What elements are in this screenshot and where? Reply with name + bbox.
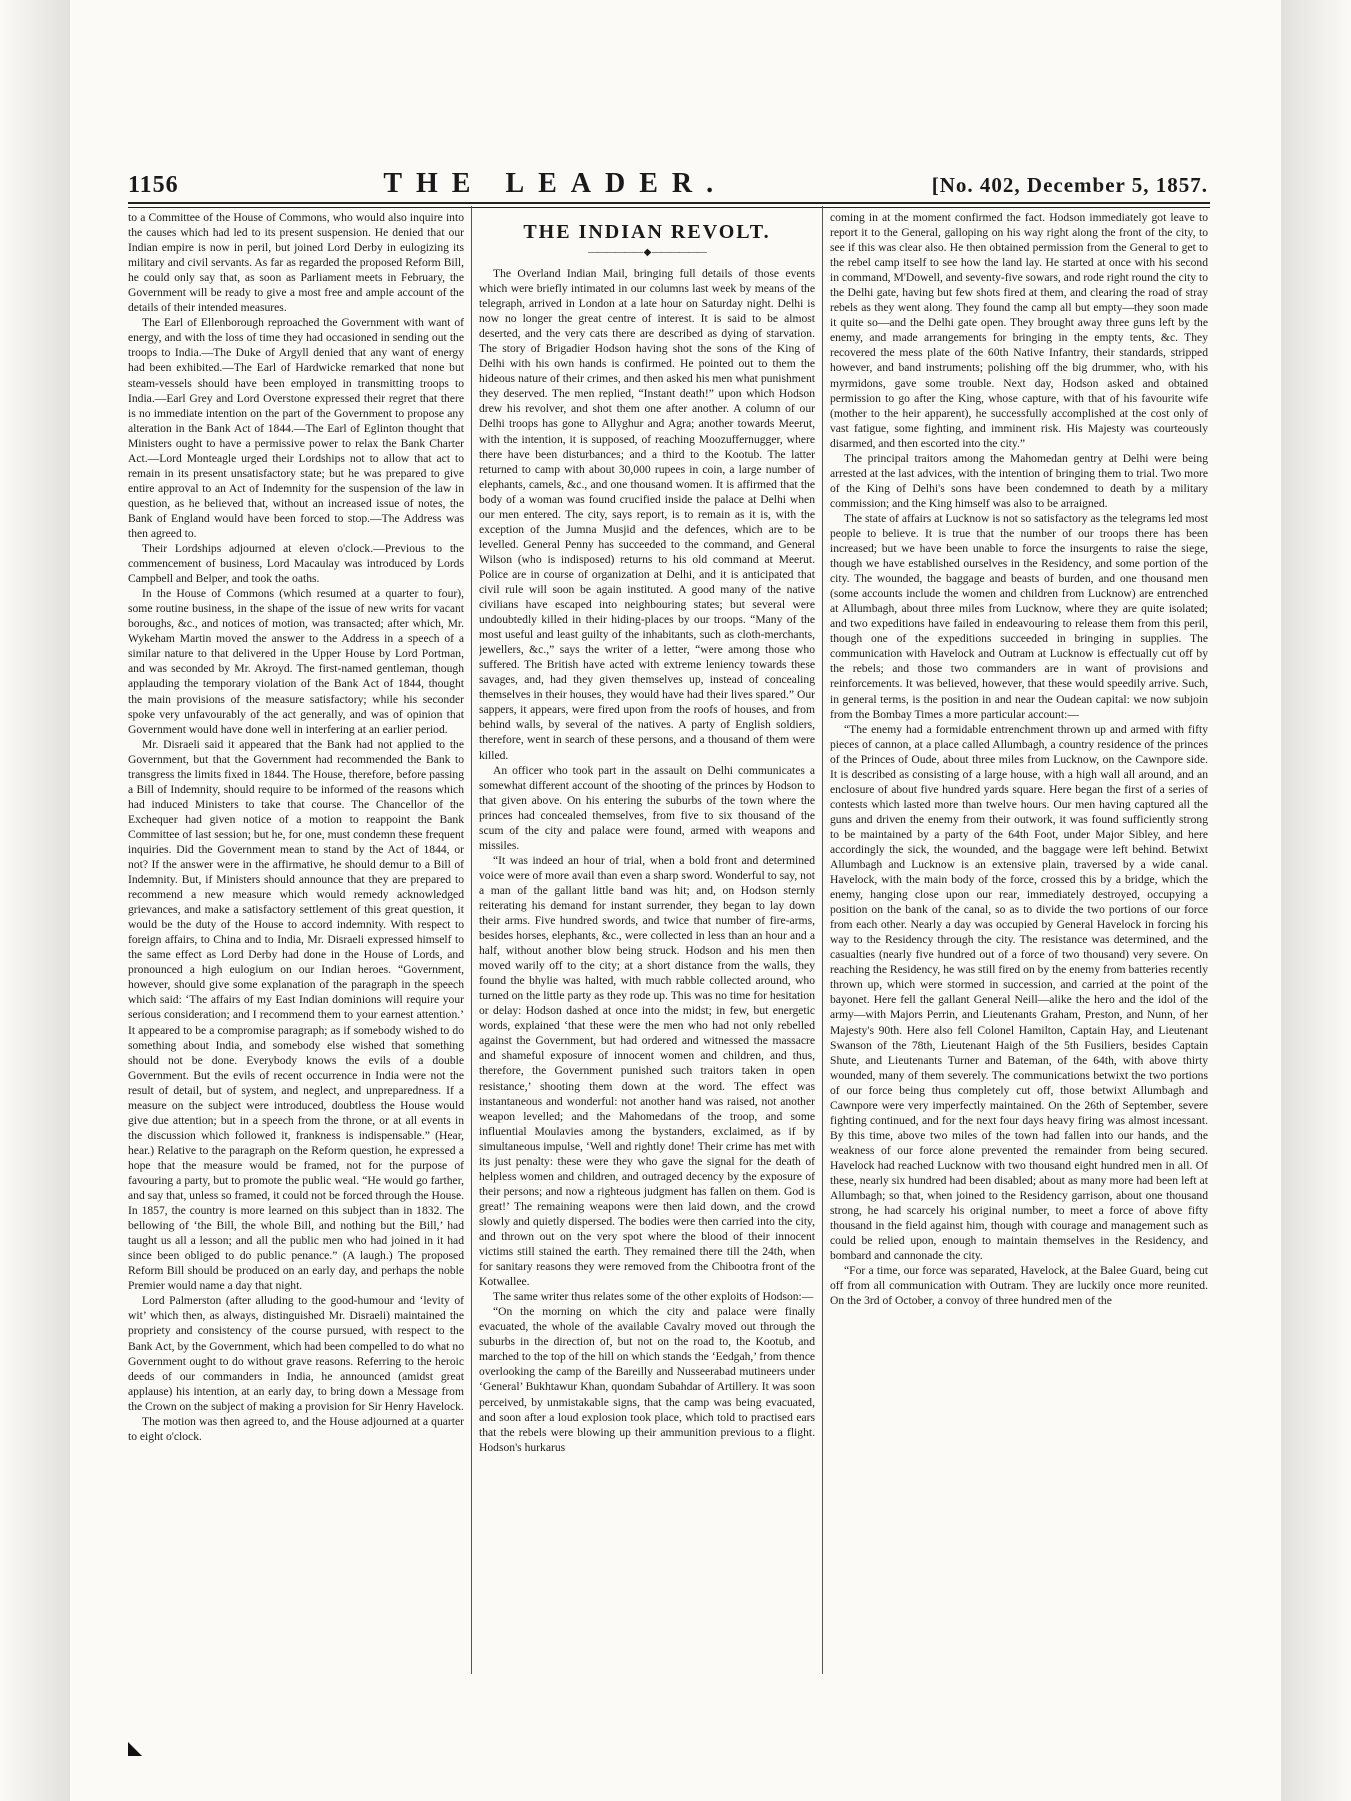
section-heading: THE INDIAN REVOLT. [523,221,771,243]
column-3-paragraph: “The enemy had a formidable entrenchment thrown up and armed with fifty pieces of cannon, at a place called Allumbagh, a country residence of the princes of the Princes of Oude, about three miles from Lucknow, on the Cawnpore side. It is described as consisting of a large house, with a high wall all around, and an enclosure of about five hundred yards square. Here began the first of a series of contests which lasted more than twelve hours. Our men having captured all the guns and driven the enemy from their outwork, it was found sufficiently strong to be maintained by a party of the 64th Foot, under Major Sibley, and here accordingly the sick, the wounded, and the baggage were left behind. Betwixt Allumbagh and Lucknow is an extensive plain, traversed by a wide canal. Havelock, with the main body of the force, crossed this by a bridge, which the enemy, hanging close upon our rear, immediately destroyed, occupying a position on the bank of the canal, so as to divide the two portions of our force from each other. Nearly a day was occupied by General Havelock in forcing his way to the Residency through the city. The resistance was determined, and the casualties (nearly five hundred out of a force of two thousand) very severe. On reaching the Residency, he was still fired on by the enemy from batteries recently thrown up, which were stormed in succession, and carried at the point of the bayonet. Here fell the gallant General Neill—alike the hero and the idol of the army—with Majors Perrin, and Lieutenants Graham, Preston, and Nunn, of her Majesty's 90th. Here also fell Colonel Hamilton, Captain Hay, and Lieutenant Swanson of the 78th, Lieutenant Haigh of the 5th Fusiliers, besides Captain Shute, and Lieutenants Turner and Bateman, of the 64th, with above thirty wounded, many of them severely. The communications betwixt the two portions of our force being thus completely cut off, those betwixt Allumbagh and Cawnpore were very imperfectly maintained. On the 26th of September, severe fighting continued, and for the next four days heavy firing was almost incessant. By this time, above two miles of the town had fallen into our hands, and the weakness of our force alone prevented the remainder from being secured. Havelock had reached Lucknow with two thousand eight hundred men in all. Of these, nearly six hundred had been disabled; about as many more had been left at Allumbagh; so that, when joined to the Residency garrison, about one thousand strong, he had scarcely his original number, to meet a force of above fifty thousand in the field against him, though with courage and management such as could be relied upon, enough to maintain themselves in the Residency, and bombard and cannonade the city. [830,722,1208,1263]
heading-ornament [479,248,815,258]
masthead-rule [128,202,1210,208]
column-2-paragraph: An officer who took part in the assault on Delhi communicates a somewhat different account of the shooting of the princes by Hodson to that given above. On his entering the suburbs of the town where the princes had concealed themselves, from five to six thousand of the scum of the city and palace were found, armed with weapons and missiles. [479,763,815,852]
column-2-paragraph: The Overland Indian Mail, bringing full details of those events which were briefly intimated in our columns last week by means of the telegraph, arrived in London at a late hour on Saturday night. Delhi is now no longer the great centre of interest. It is said to be almost deserted, and the very cats there are described as dying of starvation. The story of Brigadier Hodson having shot the sons of the King of Delhi with his own hands is confirmed. He pointed out to them the hideous nature of their crimes, and then asked his men what punishment they deserved. The men replied, “Instant death!” upon which Hodson drew his revolver, and shot them one after another. A column of our Delhi troops has gone to Allyghur and Agra; another towards Meerut, with the intention, it is supposed, of reaching Moozuffernugger, where there have been disturbances; and a third to the Kootub. The latter returned to camp with about 30,000 rupees in coin, a large number of elephants, camels, &c., and one thousand women. It is affirmed that the body of a woman was found crucified inside the palace at Delhi when our men entered. The city, says report, is to remain as it is, with the exception of the Jumna Musjid and the defences, which are to be levelled. General Penny has succeeded to the command, and General Wilson (who is indisposed) returns to his old command at Meerut. Police are in course of organization at Delhi, and it is anticipated that civil rule will soon be again instituted. A good many of the native civilians have escaped into neighbouring states; but several were undoubtedly killed in their hiding-places by our troops. “Many of the most useful and least guilty of the inhabitants, such as cloth-merchants, jewellers, &c.,” says the writer of a letter, “were among those who suffered. The British have acted with extreme leniency towards these savages, and, had they given themselves up, instead of concealing themselves in their houses, they would have had their lives spared.” Our sappers, it appears, were fired upon from the roofs of houses, and from behind walls, by several of the natives. A party of English soldiers, therefore, went in search of these persons, and a thousand of them were killed. [479,267,815,762]
column-1-paragraph: Lord Palmerston (after alluding to the good-humour and ‘levity of wit’ which then, as always, distinguished Mr. Disraeli) maintained the propriety and consistency of the course pursued, with respect to the Bank Act, by the Government, which had been compelled to do what no Government ought to do without grave reasons. Referring to the heroic deeds of our commanders in India, he announced (amidst great applause) his intention, at an early day, to bring down a Message from the Crown on the subject of making a provision for Sir Henry Havelock. [128,1294,464,1413]
column-1-paragraph: to a Committee of the House of Commons, who would also inquire into the causes which had led to its present suspension. He denied that our Indian empire is now in peril, but joined Lord Derby in eulogizing its military and civil servants. As far as regarded the proposed Reform Bill, he could only say that, as soon as Parliament meets in February, the Government will be ready to give a most free and ample account of the details of their intended measures. [128,211,464,315]
left-margin-shadow [0,0,70,1801]
column-1-paragraph: Their Lordships adjourned at eleven o'clock.—Previous to the commencement of business, Lord Macaulay was introduced by Lords Campbell and Belper, and took the oaths. [128,542,464,586]
issue-line: [No. 402, December 5, 1857. [931,173,1208,197]
column-2-paragraph: “It was indeed an hour of trial, when a bold front and determined voice were of more avail than even a sharp sword. Wonderful to say, not a man of the gallant little band was hit; and, on Hodson sternly reiterating his demand for instant surrender, they began to lay down their arms. Five hundred swords, and twice that number of fire-arms, besides horses, elephants, &c., were collected in less than an hour and a half, without another blow being struck. Hodson and his men then moved warily off to the city; at a short distance from the walls, they found the bhylie was halted, with much rabble collected around, who turned on the little party as they rode up. This was no time for hesitation or delay: Hodson dashed at once into the midst; in few, but energetic words, explained ‘that these were the men who had not only rebelled against the Government, but had ordered and witnessed the massacre and shameful exposure of innocent women and children, and thus, therefore, the Government punished such traitors taken in open resistance,’ shooting them down at the word. The effect was instantaneous and wonderful: not another hand was raised, not another weapon levelled; and the Mahomedans of the troop, and some influential Moulavies among the bystanders, exclaimed, as if by simultaneous impulse, ‘Well and rightly done! Their crime has met with its just penalty: these were they who gave the signal for the death of helpless women and children, and outraged decency by the exposure of their persons; and now a righteous judgment has fallen on them. God is great!’ The remaining weapons were then laid down, and the crowd slowly and quietly dispersed. The bodies were then carried into the city, and thrown out on the very spot where the blood of their innocent victims still stained the earth. They remained there till the 24th, when for sanitary reasons they were removed from the Chibootra front of the Kotwallee. [479,853,815,1289]
page-number: 1156 [128,172,179,198]
masthead [128,168,1208,202]
column-3 [830,210,1208,1675]
column-1-paragraph: Mr. Disraeli said it appeared that the Bank had not applied to the Government, but that the Government had recommended the Bank to transgress the limits fixed in 1844. The House, therefore, before passing a Bill of Indemnity, should require to be informed of the reasons which had induced Ministers to take that course. The Chancellor of the Exchequer had given notice of a motion to reappoint the Bank Committee of last session; but he, for one, must condemn these frequent inquiries. Did the Government mean to stand by the Act of 1844, or not? If the answer were in the affirmative, he should demur to a Bill of Indemnity. But, if Ministers should announce that they are prepared to recommend a new measure which would remedy acknowledged grievances, and make a satisfactory settlement of this great question, it would be the duty of the House to accord indemnity. With respect to foreign affairs, to China and to India, Mr. Disraeli expressed himself to the same effect as Lord Derby had done in the House of Lords, and pronounced a high eulogium on our Indian heroes. “Government, however, should give some explanation of the paragraph in the speech which said: ‘The affairs of my East Indian dominions will require your serious consideration; and I recommend them to your earnest attention.’ It appeared to be a compromise paragraph; as if somebody wished to do something about India, and somebody else wished that something should not be done. Everybody knows the evils of a double Government. But the evils of recent occurrence in India were not the result of detail, but of system, and neglect, and unpreparedness. If a measure on the subject were introduced, doubtless the House would give due attention; but in a speech from the throne, or at all events in the discussion which followed it, frankness is indispensable.” (Hear, hear.) Relative to the paragraph on the Reform question, he expressed a hope that the measure would be framed, not for the purpose of favouring a party, but to promote the public weal. “He would go farther, and say that, unless so framed, it could not be forced through the House. In 1857, the country is more learned on this subject than in 1832. The bellowing of ‘the Bill, the whole Bill, and nothing but the Bill,’ had taught us all a lesson; and all the public men who had joined in it had since been obliged to do public penance.” (A laugh.) The proposed Reform Bill should be produced on an early day, and perhaps the noble Premier would name a day that night. [128,737,464,1293]
column-1-paragraph: The motion was then agreed to, and the House adjourned at a quarter to eight o'clock. [128,1414,464,1443]
column-1-paragraph: In the House of Commons (which resumed at a quarter to four), some routine business, in the shape of the issue of new writs for vacant boroughs, &c., and notices of motion, was transacted; after which, Mr. Wykeham Martin moved the answer to the Address in a speech of a similar nature to that delivered in the Upper House by Lord Portman, and was seconded by Mr. Akroyd. The first-named gentleman, though applauding the temporary violation of the Bank Act of 1844, thought the main provisions of the measure satisfactory; while his seconder spoke very unfavourably of the act generally, and was of opinion that Government would have done well in interfering at an earlier period. [128,587,464,736]
column-2-paragraph: The same writer thus relates some of the other exploits of Hodson:— [493,1290,814,1304]
column-rule [822,206,823,1674]
publication-title: THE LEADER. [383,168,728,199]
column-1 [128,210,464,1675]
right-margin-shadow [1281,0,1351,1801]
column-3-paragraph: The principal traitors among the Mahomedan gentry at Delhi were being arrested at the last advices, with the intention of bringing them to trial. Two more of the King of Delhi's sons have been condemned to death by a military commission; and the King himself was also to be arraigned. [830,451,1208,510]
column-1-paragraph: The Earl of Ellenborough reproached the Government with want of energy, and with the loss of time they had occasioned in sending out the troops to India.—The Duke of Argyll denied that any want of energy had been exhibited.—The Earl of Hardwicke remarked that none but steam-vessels should have been employed in transmitting troops to India.—Earl Grey and Lord Overstone expressed their regret that there is no immediate intention on the part of the Government to propose any alteration in the Bank Act of 1844.—The Earl of Eglinton thought that Ministers ought to have a permissive power to relax the Bank Charter Act.—Lord Monteagle urged their Lordships not to allow that act to remain in its present unsatisfactory state; but he was prepared to give entire approval to an Act of Indemnity for the suspension of the law in question, as he believed that, without an increased issue of notes, the Bank of England would have been forced to stop.—The Address was then agreed to. [128,316,464,540]
column-3-paragraph: “For a time, our force was separated, Havelock, at the Balee Guard, being cut off from all communication with Outram. They are luckily once more reunited. On the 3rd of October, a convoy of three hundred men of the [830,1264,1208,1308]
column-rule [471,206,472,1674]
column-3-paragraph: coming in at the moment confirmed the fact. Hodson immediately got leave to report it to the General, galloping on his way right along the front of the city, to see if this was clear also. He then obtained permission from the General to get to the rebel camp itself to see how the land lay. He started at once with his second in command, M'Dowell, and seventy-five sowars, and rode right round the city to the Delhi gate, having but few shots fired at them, and clearing the road of stray rebels as they went along. They found the camp all but empty—they soon made it quite so—and the Delhi gate open. They brought away three guns left by the enemy, and made arrangements for bringing in the empty tents, &c. They recovered the mess plate of the 60th Native Infantry, their standards, stripped however, and band instruments; polishing off the big drummer, who, with his myrmidons, gave some trouble. Next day, Hodson asked and obtained permission to go after the King, whose capture, with that of his favourite wife (mother to the heir apparent), he successfully accomplished at the cost only of vast fatigue, some fighting, and imminent risk. His Majesty was courteously disarmed, and then escorted into the city.” [830,211,1208,450]
column-3-paragraph: The state of affairs at Lucknow is not so satisfactory as the telegrams led most people to believe. It is true that the number of our troops there has been increased; but we have been unable to force the insurgents to raise the siege, though we have established ourselves in the Residency, and some portion of the city. The wounded, the baggage and beasts of burden, and one thousand men (some accounts include the women and children from Lucknow) are entrenched at Allumbagh, about three miles from Lucknow, where they are quite isolated; and two expeditions have failed in endeavouring to release them from this peril, though one of the expeditions succeeded in bringing in supplies. The communication with Havelock and Outram at Lucknow is effectually cut off by the rebels; and those two commanders are in want of provisions and reinforcements. It was believed, however, that these would speedily arrive. Such, in general terms, is the position in and near the Oudean capital: we now subjoin from the Bombay Times a more particular account:— [830,511,1208,721]
corner-mark-icon [128,1742,142,1756]
column-2-paragraph: “On the morning on which the city and palace were finally evacuated, the whole of the available Cavalry moved out through the suburbs in the direction of, but not on the road to, the Kootub, and marched to the top of the hill on which stands the ‘Eedgah,’ from thence overlooking the camp of the Bareilly and Nusseerabad mutineers under ‘General’ Bukhtawur Khan, quondam Subahdar of Artillery. It was soon perceived, by unmistakable signs, that the camp was being evacuated, and soon after a loud explosion took place, which told to practised ears that the rebels were blowing up their ammunition previous to a flight. Hodson's hurkarus [479,1305,815,1454]
column-2 [479,210,815,1675]
